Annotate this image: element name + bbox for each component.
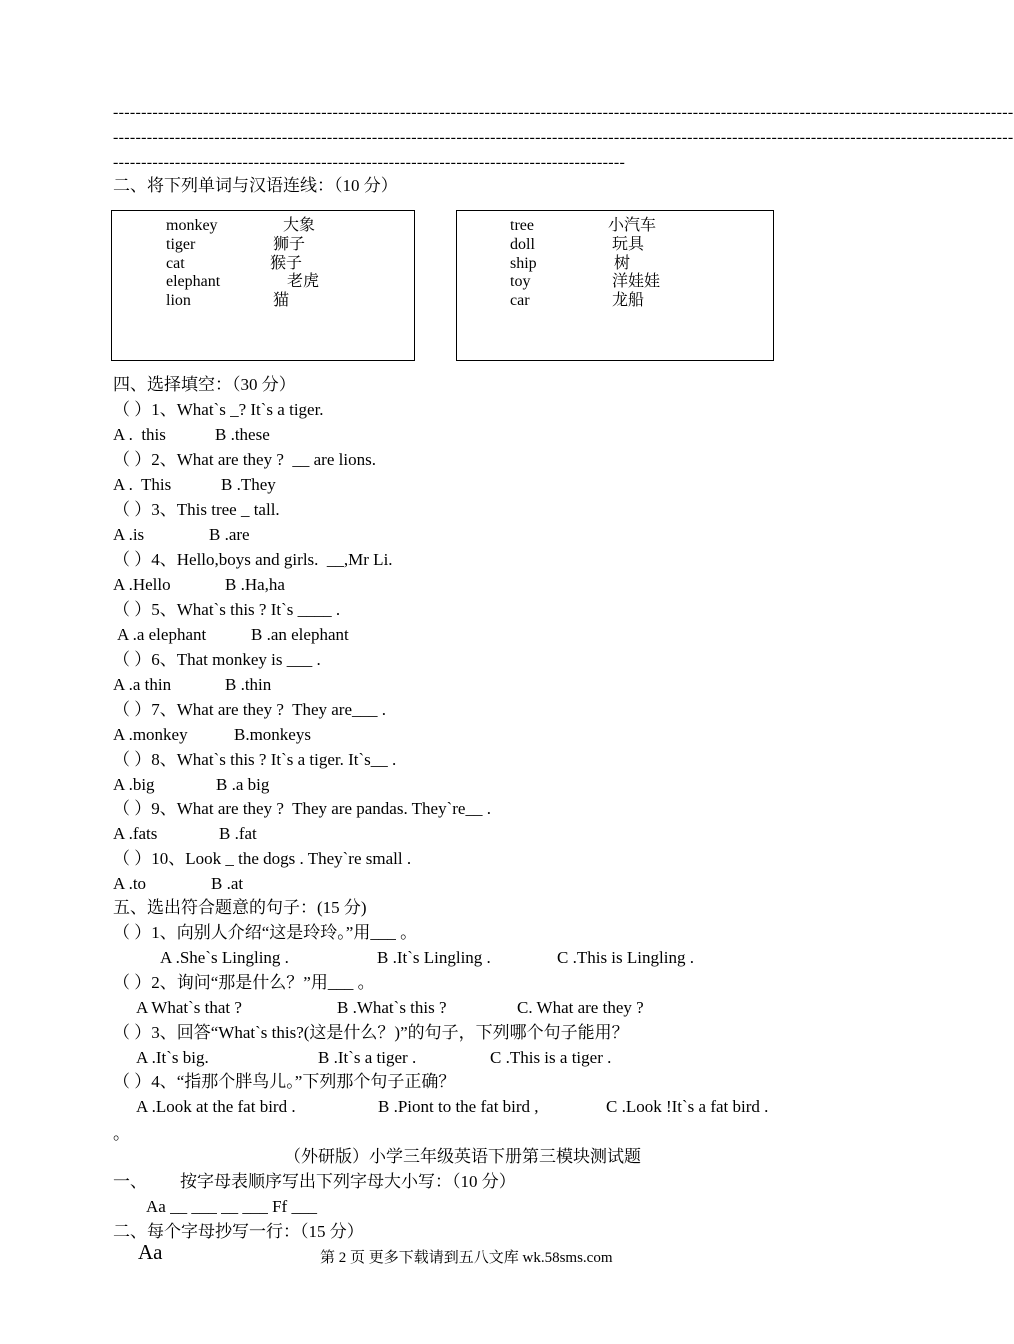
option-a: A .Hello xyxy=(113,575,171,594)
en-word: monkey xyxy=(166,217,218,234)
answer-line-2: ---------------------------------------------------------------------------------------------------------------------------------------------------------------- xyxy=(113,129,1014,146)
option-b: B .an elephant xyxy=(251,625,349,644)
en-word: tree xyxy=(510,217,534,234)
option-b: B .It`s a tiger . xyxy=(318,1048,417,1067)
q1-text: 按字母表顺序写出下列字母大小写：（10 分） xyxy=(180,1172,516,1191)
option-a: A .Look at the fat bird . xyxy=(136,1097,296,1116)
question-text: （ ）8、What`s this ? It`s a tiger. It`s__ . xyxy=(113,750,397,769)
question-text: （ ）2、询问“那是什么？”用___ 。 xyxy=(113,973,375,992)
option-a: A What`s that ? xyxy=(136,998,242,1017)
en-word: cat xyxy=(166,255,185,272)
zh-word: 洋娃娃 xyxy=(612,273,661,290)
option-b: B .thin xyxy=(225,675,272,694)
option-a: A .is xyxy=(113,525,145,544)
zh-word: 小汽车 xyxy=(608,217,657,234)
zh-word: 大象 xyxy=(283,217,316,234)
question-text: （ ）2、What are they ? __ are lions. xyxy=(113,450,376,469)
option-b: B .Ha,ha xyxy=(225,575,285,594)
option-a: A .It`s big. xyxy=(136,1048,209,1067)
match-box-animals xyxy=(111,210,415,361)
test-title: （外研版）小学三年级英语下册第三模块测试题 xyxy=(284,1147,641,1166)
option-b: B .are xyxy=(209,525,250,544)
zh-word: 老虎 xyxy=(287,273,320,290)
option-a: A .big xyxy=(113,775,155,794)
option-b: B .They xyxy=(221,475,276,494)
question-text: （ ）3、This tree _ tall. xyxy=(113,500,280,519)
answer-line-1: ---------------------------------------------------------------------------------------------------------------------------------------------------------------- xyxy=(113,104,1014,121)
option-a: A .a elephant xyxy=(117,625,207,644)
question-text: （ ）6、That monkey is ___ . xyxy=(113,650,321,669)
option-b: B .at xyxy=(211,874,244,893)
en-word: ship xyxy=(510,255,537,272)
answer-line-3: ------------------------------------------------------------------------------------------- xyxy=(113,154,626,171)
option-b: B .these xyxy=(215,425,270,444)
section2-heading: 二、将下列单词与汉语连线：（10 分） xyxy=(113,176,398,195)
option-b: B .a big xyxy=(216,775,270,794)
en-word: tiger xyxy=(166,236,196,253)
option-b: B .Piont to the fat bird , xyxy=(378,1097,539,1116)
option-b: B.monkeys xyxy=(234,725,311,744)
zh-word: 玩具 xyxy=(612,236,645,253)
option-a: A . this xyxy=(113,425,166,444)
match-box-objects xyxy=(456,210,774,361)
question-text: （ ）5、What`s this ? It`s ____ . xyxy=(113,600,341,619)
en-word: doll xyxy=(510,236,535,253)
option-b: B .fat xyxy=(219,824,257,843)
option-c: C .This is Lingling . xyxy=(557,948,694,967)
en-word: elephant xyxy=(166,273,221,290)
question-text: （ ）1、向别人介绍“这是玲玲。”用___ 。 xyxy=(113,923,418,942)
zh-word: 龙船 xyxy=(612,292,645,309)
option-a: A . This xyxy=(113,475,172,494)
q1-answer-line: Aa __ ___ __ ___ Ff ___ xyxy=(146,1197,317,1216)
option-a: A .She`s Lingling . xyxy=(160,948,289,967)
question-text: （ ）9、What are they ? They are pandas. They`re__ . xyxy=(113,799,491,818)
zh-word: 猫 xyxy=(273,292,290,309)
en-word: lion xyxy=(166,292,191,309)
zh-word: 狮子 xyxy=(273,236,306,253)
trailing-mark: 。 xyxy=(113,1124,130,1143)
en-word: car xyxy=(510,292,530,309)
q2-heading: 二、每个字母抄写一行：（15 分） xyxy=(113,1222,364,1241)
section5-heading: 五、选出符合题意的句子：(15 分) xyxy=(113,898,367,917)
q2-sample-letter: Aa xyxy=(138,1240,163,1264)
option-a: A .a thin xyxy=(113,675,172,694)
zh-word: 树 xyxy=(614,255,631,272)
question-text: （ ）7、What are they ? They are___ . xyxy=(113,700,387,719)
question-text: （ ）4、“指那个胖鸟儿。”下列那个句子正确？ xyxy=(113,1072,456,1091)
option-c: C .This is a tiger . xyxy=(490,1048,612,1067)
option-a: A .to xyxy=(113,874,147,893)
question-text: （ ）1、What`s _? It`s a tiger. xyxy=(113,400,324,419)
zh-word: 猴子 xyxy=(270,255,303,272)
option-c: C .Look !It`s a fat bird . xyxy=(606,1097,769,1116)
option-b: B .It`s Lingling . xyxy=(377,948,491,967)
question-text: （ ）4、Hello,boys and girls. __,Mr Li. xyxy=(113,550,393,569)
question-text: （ ）10、Look _ the dogs . They`re small . xyxy=(113,849,412,868)
question-text: （ ）3、回答“What`s this?(这是什么？)”的句子，下列哪个句子能用？ xyxy=(113,1023,629,1042)
section4-heading: 四、选择填空：（30 分） xyxy=(113,375,296,394)
en-word: toy xyxy=(510,273,531,290)
option-a: A .fats xyxy=(113,824,158,843)
option-b: B .What`s this ? xyxy=(337,998,447,1017)
option-a: A .monkey xyxy=(113,725,188,744)
q1-number: 一、 xyxy=(113,1172,147,1191)
option-c: C. What are they ? xyxy=(517,998,644,1017)
page-footer: 第 2 页 更多下载请到五八文库 wk.58sms.com xyxy=(320,1250,613,1266)
